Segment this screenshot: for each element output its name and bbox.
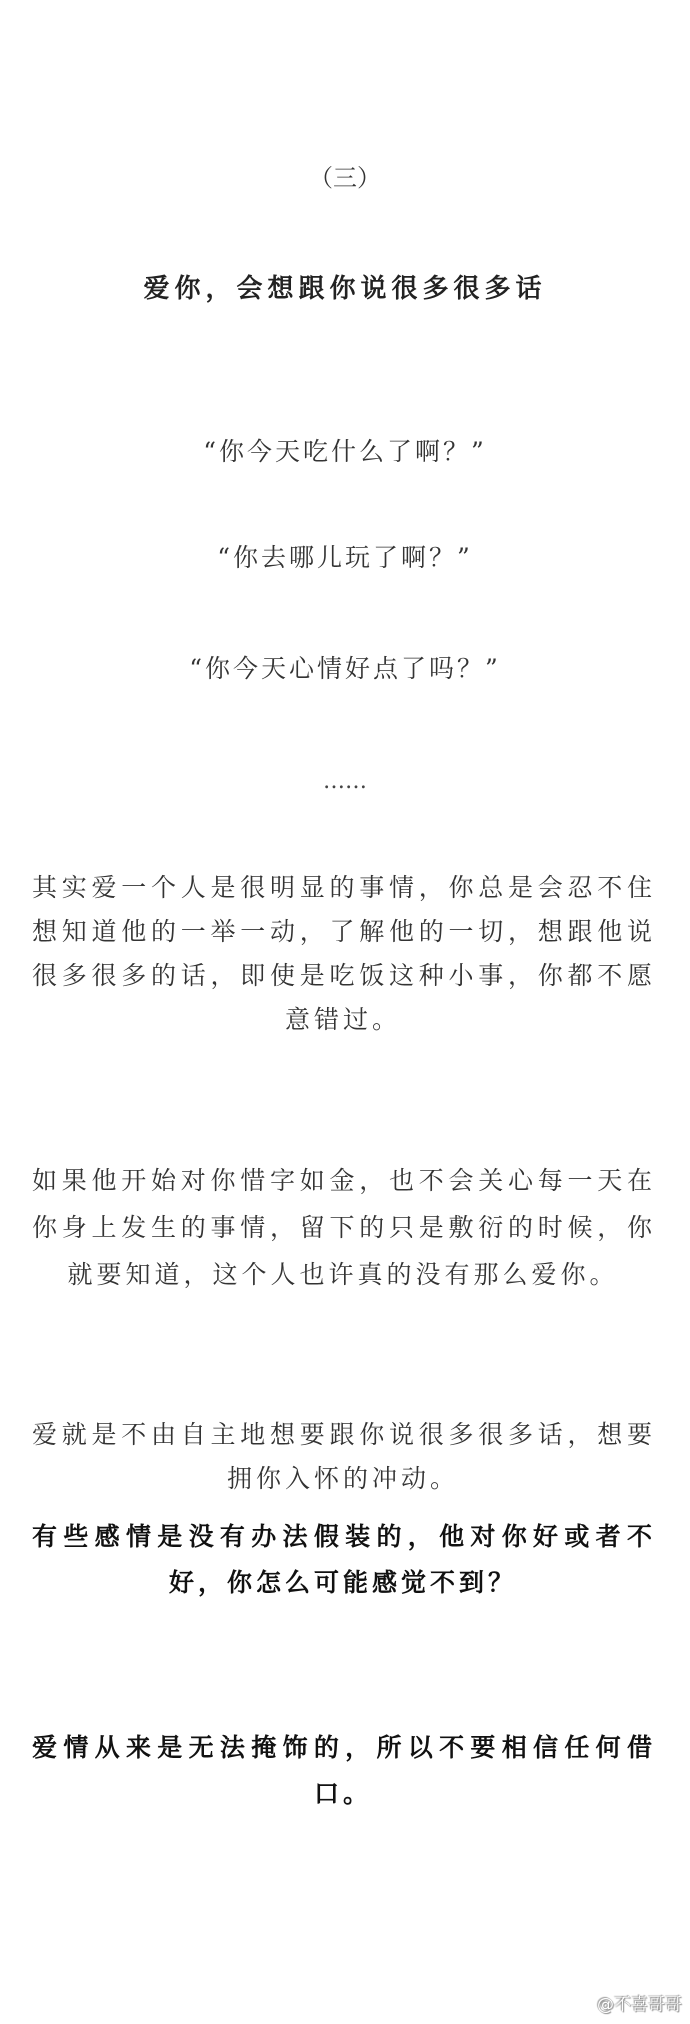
paragraph-line: 好，你怎么可能感觉不到？	[168, 1568, 517, 1597]
paragraph-line: 很多很多的话，即使是吃饭这种小事，你都不愿	[32, 961, 654, 990]
paragraph-line: 你身上发生的事情，留下的只是敷衍的时候，你	[32, 1213, 654, 1242]
paragraph-line: 想知道他的一举一动，了解他的一切，想跟他说	[32, 917, 654, 946]
paragraph-line: 拥你入怀的冲动。	[226, 1464, 459, 1493]
paragraph-line: 如果他开始对你惜字如金，也不会关心每一天在	[32, 1166, 654, 1195]
quote-line: “你今天心情好点了吗？”	[189, 654, 501, 683]
paragraph	[32, 866, 654, 1042]
section-number: （三）	[309, 164, 381, 192]
article-title: 爱你，会想跟你说很多很多话	[143, 274, 547, 304]
paragraph-line: 其实爱一个人是很明显的事情，你总是会忍不住	[32, 873, 654, 902]
quote-line: “你今天吃什么了啊？”	[203, 437, 487, 466]
paragraph-line: 爱情从来是无法掩饰的，所以不要相信任何借	[32, 1733, 654, 1762]
bold-paragraph	[32, 1725, 654, 1817]
paragraph	[32, 1413, 654, 1501]
watermark: @不喜哥哥	[597, 1995, 682, 2015]
paragraph-line: 意错过。	[284, 1005, 401, 1034]
paragraph	[32, 1157, 654, 1298]
paragraph-line: 爱就是不由自主地想要跟你说很多很多话，想要	[32, 1420, 654, 1449]
paragraph-line: 就要知道，这个人也许真的没有那么爱你。	[67, 1260, 619, 1289]
paragraph-line: 口。	[313, 1779, 372, 1808]
quote-line: “你去哪儿玩了啊？”	[217, 543, 473, 572]
bold-paragraph	[32, 1514, 654, 1606]
paragraph-line: 有些感情是没有办法假装的，他对你好或者不	[32, 1522, 654, 1551]
ellipsis: ……	[323, 769, 367, 794]
